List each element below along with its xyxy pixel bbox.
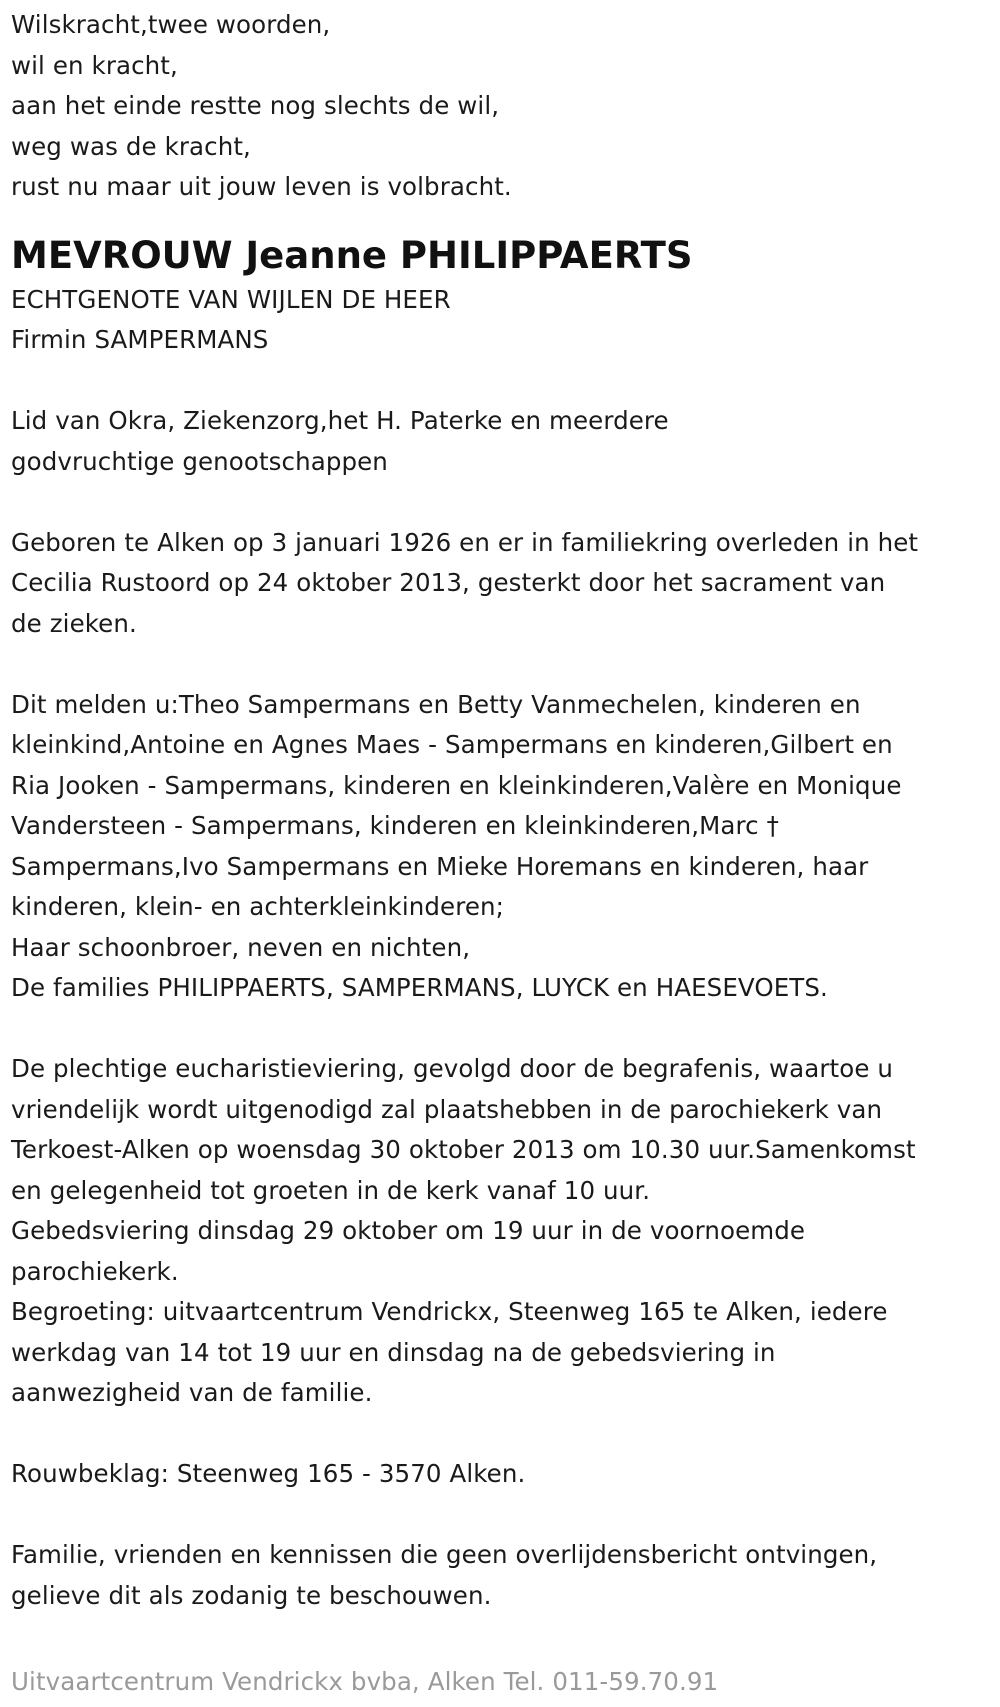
ceremony-line: vriendelijk wordt uitgenodigd zal plaatshebben in de parochiekerk van [11, 1094, 883, 1124]
announcers-line: De families PHILIPPAERTS, SAMPERMANS, LUYCK en HAESEVOETS. [11, 973, 828, 1002]
condolence-block [11, 1454, 996, 1495]
ceremony-line: aanwezigheid van de familie. [11, 1378, 373, 1407]
funeral-home-credit: Uitvaartcentrum Vendrickx bvba, Alken Tel. 011-59.70.91 [11, 1667, 719, 1696]
announcers-line: Haar schoonbroer, neven en nichten, [11, 932, 471, 962]
ceremony-line: Gebedsviering dinsdag 29 oktober om 19 uur in de voornoemde [11, 1216, 806, 1245]
poem-line: Wilskracht,twee woorden, [11, 10, 331, 39]
poem [11, 5, 996, 208]
announcers-line: Sampermans,Ivo Sampermans en Mieke Horemans en kinderen, haar [11, 851, 869, 881]
footer [11, 1662, 996, 1703]
poem-line: wil en kracht, [11, 50, 178, 80]
ceremony-line: werkdag van 14 tot 19 uur en dinsdag na de gebedsviering in [11, 1337, 776, 1367]
ceremony-line: De plechtige eucharistieviering, gevolgd door de begrafenis, waartoe u [11, 1054, 894, 1083]
closing-block [11, 1535, 996, 1616]
ceremony-line: Terkoest-Alken op woensdag 30 oktober 2013 om 10.30 uur.Samenkomst [11, 1135, 916, 1164]
spacer [11, 1009, 996, 1050]
ceremony-line: Begroeting: uitvaartcentrum Vendrickx, Steenweg 165 te Alken, iedere [11, 1297, 888, 1326]
birth-death-line: de zieken. [11, 608, 137, 638]
membership-block [11, 401, 996, 482]
spouse-line: ECHTGENOTE VAN WIJLEN DE HEER [11, 284, 451, 314]
announcers-block [11, 685, 996, 1009]
closing-line: Familie, vrienden en kennissen die geen overlijdensbericht ontvingen, [11, 1540, 878, 1569]
ceremony-line: parochiekerk. [11, 1256, 179, 1286]
announcers-line: Vandersteen - Sampermans, kinderen en kleinkinderen,Marc † [11, 811, 779, 840]
obituary-notice [11, 5, 996, 1616]
deceased-name: MEVROUW Jeanne PHILIPPAERTS [11, 233, 693, 277]
poem-line: weg was de kracht, [11, 131, 251, 161]
membership-line: godvruchtige genootschappen [11, 446, 388, 476]
poem-line: aan het einde restte nog slechts de wil, [11, 91, 500, 120]
poem-line: rust nu maar uit jouw leven is volbracht. [11, 172, 512, 201]
birth-death-line: Geboren te Alken op 3 januari 1926 en er in familiekring overleden in het [11, 527, 919, 557]
spouse-line: Firmin SAMPERMANS [11, 325, 269, 354]
announcers-line: Dit melden u:Theo Sampermans en Betty Vanmechelen, kinderen en [11, 689, 861, 719]
membership-line: Lid van Okra, Ziekenzorg,het H. Paterke en meerdere [11, 406, 669, 435]
announcers-line: kinderen, klein- en achterkleinkinderen; [11, 892, 504, 921]
birth-death-line: Cecilia Rustoord op 24 oktober 2013, gesterkt door het sacrament van [11, 568, 886, 597]
spacer [11, 361, 996, 402]
closing-line: gelieve dit als zodanig te beschouwen. [11, 1580, 492, 1610]
ceremony-line: en gelegenheid tot groeten in de kerk vanaf 10 uur. [11, 1175, 651, 1205]
spacer [11, 482, 996, 523]
ceremony-block [11, 1049, 996, 1414]
announcers-line: Ria Jooken - Sampermans, kinderen en kleinkinderen,Valère en Monique [11, 770, 902, 800]
birth-death-block [11, 523, 996, 645]
condolence-line: Rouwbeklag: Steenweg 165 - 3570 Alken. [11, 1459, 526, 1488]
spacer [11, 1495, 996, 1536]
spacer [11, 644, 996, 685]
spouse-block [11, 280, 996, 361]
announcers-line: kleinkind,Antoine en Agnes Maes - Sampermans en kinderen,Gilbert en [11, 730, 893, 759]
spacer [11, 1414, 996, 1455]
